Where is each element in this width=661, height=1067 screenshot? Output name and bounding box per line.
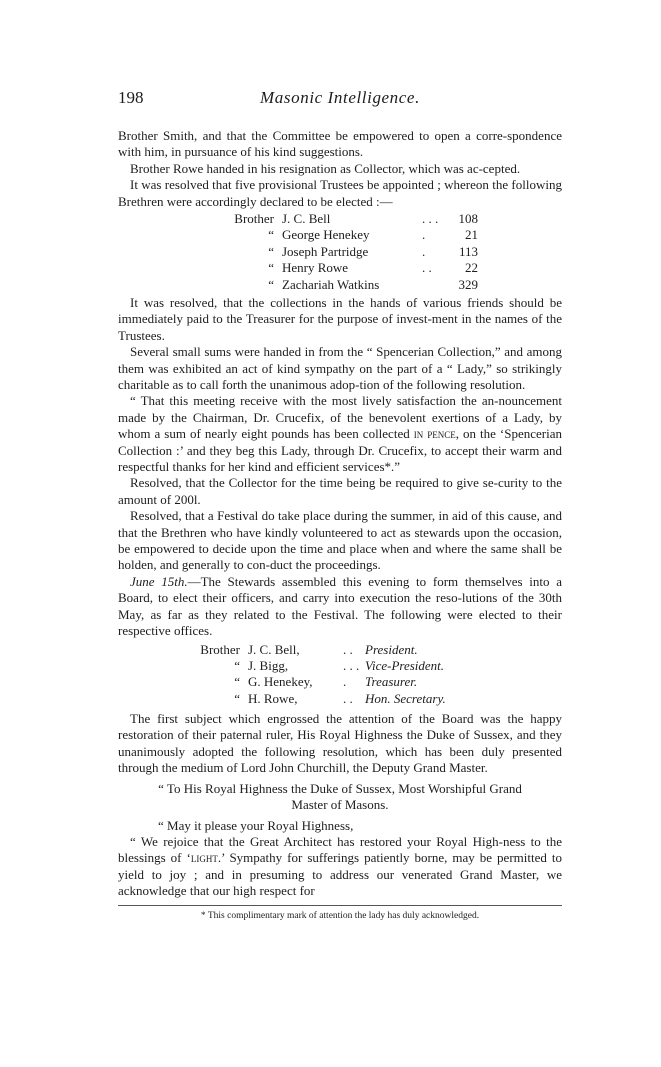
paragraph: Several small sums were handed in from the “ Spencerian Collection,” and among them was exhibited an act of kind sympathy on the part of a “ Lady,” so strikingly charitable as to call forth the unanimous adop-tion of the following resolution. (118, 344, 562, 393)
text-run: .’ Sympathy for sufferings patiently borne, may be permitted to yield to joy ; and in presuming to address our venerated Grand Master, we acknowledge that our high respect for (118, 850, 562, 899)
leader-dots (422, 277, 450, 293)
text-run: “ That this meeting receive with the most lively satisfaction the an-nouncement made by the Chairman, Dr. Crucefix, of the benevolent exertions of a Lady, by whom a sum of nearly eight pounds has been collected (118, 393, 562, 442)
trustee-votes: 21 (465, 227, 478, 243)
trustee-row (230, 227, 562, 243)
trustee-prefix: “ (268, 276, 274, 292)
officer-row (196, 674, 562, 690)
officer-name: G. Henekey, (248, 674, 313, 690)
paragraph (118, 574, 562, 640)
officer-prefix: Brother (200, 641, 240, 657)
officer-role: Hon. Secretary. (365, 690, 446, 706)
address-paragraph (118, 834, 562, 900)
paragraph: It was resolved that five provisional Trustees be appointed ; whereon the following Brethren were accordingly declared to be elected :— (118, 177, 562, 209)
salutation: “ May it please your Royal Highness, (158, 817, 354, 833)
resolution-quote (118, 393, 562, 475)
trustee-name: Zachariah Watkins (282, 276, 380, 292)
text-run: , on the ‘Spencerian Collection :’ and they beg this Lady, through Dr. Crucefix, to accept their warm and respectful thanks for her kind and efficient services*.” (118, 426, 563, 475)
page-number: 198 (118, 88, 144, 107)
paragraph: Brother Rowe handed in his resignation as Collector, which was ac-cepted. (130, 160, 521, 176)
address-line: “ To His Royal Highness the Duke of Sussex, Most Worshipful Grand (158, 780, 522, 796)
paragraph: Resolved, that the Collector for the time being be required to give se-curity to the amount of 200l. (118, 475, 562, 507)
trustee-votes: 108 (458, 211, 478, 227)
trustee-row (230, 260, 562, 276)
trustee-name: Joseph Partridge (282, 243, 369, 259)
trustee-list (230, 211, 562, 293)
officer-row (196, 642, 562, 658)
trustee-prefix: “ (268, 243, 274, 259)
paragraph: Brother Smith, and that the Committee be empowered to open a corre-spondence with him, in pursuance of his kind suggestions. (118, 128, 562, 160)
trustee-row (230, 244, 562, 260)
leader-dots: . (422, 227, 426, 243)
officer-name: J. C. Bell, (248, 641, 300, 657)
trustee-prefix: “ (268, 260, 274, 276)
officer-row (196, 658, 562, 674)
trustee-votes: 113 (458, 243, 478, 259)
officer-name: H. Rowe, (248, 690, 298, 706)
date-run: June 15th. (130, 573, 188, 589)
leader-dots: . . . (343, 657, 360, 673)
officer-role: Treasurer. (365, 674, 418, 690)
leader-dots: . (343, 674, 347, 690)
running-title: Masonic Intelligence. (260, 88, 420, 107)
leader-dots: . (422, 243, 426, 259)
running-header (118, 88, 562, 114)
paragraph: It was resolved, that the collections in the hands of various friends should be immediately paid to the Treasurer for the purpose of invest-ment in the names of the Trustees. (118, 294, 562, 343)
leader-dots: . . . (422, 211, 439, 227)
leader-dots: . . (343, 690, 353, 706)
leader-dots: . . (343, 641, 353, 657)
trustee-row (230, 211, 562, 227)
officer-list (196, 642, 562, 708)
footnote-rule (118, 905, 562, 906)
trustee-name: J. C. Bell (282, 211, 331, 227)
small-caps-run: in pence (413, 426, 456, 442)
text-run: “ We rejoice that the Great Architect has restored your Royal High-ness to the blessings of ‘ (118, 833, 562, 866)
officer-prefix: “ (234, 674, 240, 690)
small-caps-run: light (190, 850, 218, 866)
officer-name: J. Bigg, (248, 657, 289, 673)
officer-prefix: “ (234, 657, 240, 673)
trustee-prefix: Brother (234, 211, 274, 227)
officer-row (196, 691, 562, 707)
officer-prefix: “ (234, 690, 240, 706)
officer-role: Vice-President. (365, 657, 445, 673)
trustee-prefix: “ (268, 227, 274, 243)
trustee-name: George Henekey (282, 227, 370, 243)
officer-role: President. (365, 641, 418, 657)
page-body (118, 128, 562, 922)
paragraph: Resolved, that a Festival do take place during the summer, in aid of this cause, and that the Brethren who have kindly volunteered to act as stewards upon the occasion, be empowered to decide upon the time and place when and where the same shall be holden, and generally to con-duct the proceedings. (118, 508, 562, 573)
leader-dots: . . (422, 260, 432, 276)
address-line: Master of Masons. (291, 797, 389, 813)
trustee-row (230, 277, 562, 293)
trustee-votes: 22 (465, 260, 478, 276)
text-run: —The Stewards assembled this evening to form themselves into a Board, to elect their officers, and carry into execution the reso-lutions of the 30th May, as far as they related to the Festival. The following were elected to their respective offices. (118, 573, 562, 639)
trustee-name: Henry Rowe (282, 260, 349, 276)
trustee-votes: 329 (458, 276, 478, 292)
footnote: * This complimentary mark of attention the lady has duly acknowledged. (200, 910, 480, 921)
paragraph: The first subject which engrossed the attention of the Board was the happy restoration of their paternal ruler, His Royal Highness the Duke of Sussex, and they unanimously adopted the following resolution, which has been duly presented through the medium of Lord John Churchill, the Deputy Grand Master. (118, 711, 562, 776)
